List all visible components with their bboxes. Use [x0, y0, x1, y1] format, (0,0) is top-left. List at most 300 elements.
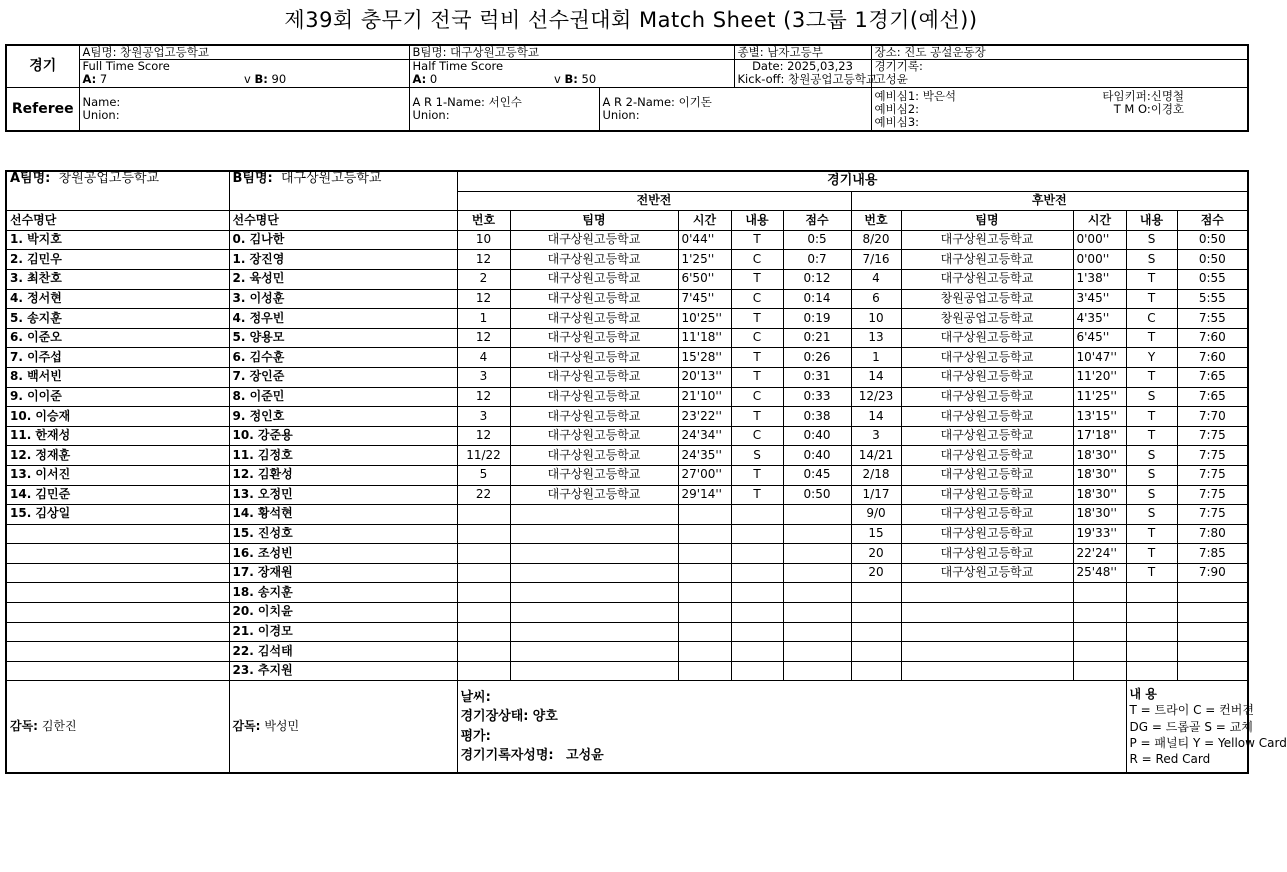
first-half-event-score: 0:26	[783, 348, 851, 368]
recorder: 고성윤	[871, 73, 1248, 87]
second-half-event-time	[1073, 603, 1126, 623]
second-half-event-time: 11'20''	[1073, 367, 1126, 387]
second-half-event-time: 4'35''	[1073, 309, 1126, 329]
table-row	[6, 563, 1248, 583]
second-half-event-score: 7:75	[1177, 485, 1248, 505]
first-half-event-type	[731, 622, 783, 642]
reserve2: 예비심2:	[874, 101, 920, 116]
second-half-event-score: 7:85	[1177, 544, 1248, 564]
second-half-event-type	[1126, 642, 1177, 662]
first-half-event-team	[510, 583, 678, 603]
second-half-event-type: T	[1126, 289, 1177, 309]
recorder-signature	[461, 746, 1123, 766]
roster-a-player	[6, 544, 229, 564]
a-label: A:	[82, 72, 97, 87]
second-half-event-score: 7:75	[1177, 465, 1248, 485]
second-half-event-time	[1073, 661, 1126, 681]
second-half-event-team	[901, 642, 1073, 662]
venue: 장소: 진도 공설운동장	[871, 45, 1248, 60]
first-half-event-no: 22	[457, 485, 510, 505]
content-label: 경기내용	[457, 171, 1248, 191]
first-half-event-score: 0:7	[783, 250, 851, 270]
roster-b-player: 15. 진성호	[229, 524, 457, 544]
first-half-event-time	[678, 661, 731, 681]
second-half-event-team: 대구상원고등학교	[901, 465, 1073, 485]
first-half-event-score: 0:21	[783, 328, 851, 348]
second-half-event-time: 17'18''	[1073, 426, 1126, 446]
first-half-event-no: 12	[457, 328, 510, 348]
first-half-event-team: 대구상원고등학교	[510, 328, 678, 348]
second-half-event-type: T	[1126, 367, 1177, 387]
legend-line: DG = 드롭골 S = 교체	[1129, 719, 1253, 734]
second-half-event-type	[1126, 661, 1177, 681]
first-half-event-type	[731, 583, 783, 603]
second-half-event-no: 14/21	[851, 446, 901, 466]
second-half-event-type: S	[1126, 250, 1177, 270]
first-half-event-time	[678, 622, 731, 642]
ar1-info	[409, 87, 599, 131]
roster-b-player: 0. 김나한	[229, 230, 457, 250]
second-half-event-time: 11'25''	[1073, 387, 1126, 407]
first-half-event-time: 10'25''	[678, 309, 731, 329]
second-half-event-score	[1177, 642, 1248, 662]
second-half-label: 후반전	[851, 191, 1248, 211]
first-half-event-time	[678, 642, 731, 662]
second-half-event-type: T	[1126, 328, 1177, 348]
second-half-event-score: 7:80	[1177, 524, 1248, 544]
table-row	[6, 524, 1248, 544]
col-team: 팀명	[901, 211, 1073, 231]
first-half-event-time	[678, 544, 731, 564]
recorder-value: 고성윤	[566, 748, 604, 764]
first-half-event-type: C	[731, 426, 783, 446]
roster-a-player: 1. 박지호	[6, 230, 229, 250]
first-half-event-type: C	[731, 387, 783, 407]
table-row	[6, 446, 1248, 466]
first-half-event-type	[731, 563, 783, 583]
legend-line: P = 패널티 Y = Yellow Card	[1129, 735, 1287, 750]
roster-a-player: 8. 백서빈	[6, 367, 229, 387]
second-half-event-no: 14	[851, 407, 901, 427]
second-half-event-no	[851, 622, 901, 642]
first-half-event-no	[457, 583, 510, 603]
second-half-event-score: 7:65	[1177, 387, 1248, 407]
b-label: B:	[254, 72, 268, 87]
team-b-name-cell	[229, 171, 457, 211]
second-half-event-time: 0'00''	[1073, 250, 1126, 270]
second-half-event-score: 7:60	[1177, 348, 1248, 368]
table-row	[6, 269, 1248, 289]
roster-b-player: 13. 오정민	[229, 485, 457, 505]
second-half-event-team: 대구상원고등학교	[901, 387, 1073, 407]
table-row	[6, 328, 1248, 348]
first-half-event-type: T	[731, 348, 783, 368]
second-half-event-time: 6'45''	[1073, 328, 1126, 348]
first-half-event-team	[510, 603, 678, 623]
table-row	[6, 642, 1248, 662]
second-half-event-score: 7:75	[1177, 446, 1248, 466]
roster-a-player: 7. 이주섭	[6, 348, 229, 368]
tmo: T M O:이경호	[1113, 101, 1185, 116]
referee-info	[79, 87, 409, 131]
table-row	[6, 289, 1248, 309]
roster-a-player	[6, 642, 229, 662]
first-half-event-time: 7'45''	[678, 289, 731, 309]
second-half-event-no	[851, 642, 901, 662]
second-half-event-score: 0:50	[1177, 230, 1248, 250]
roster-a-player: 10. 이승재	[6, 407, 229, 427]
team-b-header: B팀명: 대구상원고등학교	[409, 45, 734, 60]
first-half-event-no: 11/22	[457, 446, 510, 466]
first-half-event-no	[457, 622, 510, 642]
roster-b-player: 23. 추지원	[229, 661, 457, 681]
roster-a-player: 3. 최찬호	[6, 269, 229, 289]
first-half-event-team	[510, 563, 678, 583]
roster-b-player: 8. 이준민	[229, 387, 457, 407]
first-half-event-team	[510, 661, 678, 681]
first-half-event-time	[678, 603, 731, 623]
weather: 날씨:	[460, 689, 491, 705]
table-row	[6, 250, 1248, 270]
second-half-event-no	[851, 661, 901, 681]
second-half-event-type: C	[1126, 309, 1177, 329]
ar2-union: Union:	[602, 107, 640, 122]
table-row	[6, 583, 1248, 603]
table-row	[6, 387, 1248, 407]
second-half-event-time: 13'15''	[1073, 407, 1126, 427]
reserve3: 예비심3:	[874, 115, 920, 130]
first-half-label: 전반전	[457, 191, 851, 211]
coach-b-name: 박성민	[264, 718, 300, 733]
roster-a-player	[6, 622, 229, 642]
second-half-event-team: 대구상원고등학교	[901, 348, 1073, 368]
first-half-event-team: 대구상원고등학교	[510, 387, 678, 407]
roster-b-player: 5. 양용모	[229, 328, 457, 348]
second-half-event-team: 대구상원고등학교	[901, 328, 1073, 348]
col-time: 시간	[678, 211, 731, 231]
first-half-event-no: 12	[457, 426, 510, 446]
full-time-label: Full Time Score	[79, 60, 409, 74]
first-half-event-no: 12	[457, 289, 510, 309]
first-half-event-no: 4	[457, 348, 510, 368]
first-half-event-team: 대구상원고등학교	[510, 367, 678, 387]
first-half-event-type: T	[731, 230, 783, 250]
second-half-event-type: S	[1126, 446, 1177, 466]
first-half-event-team	[510, 622, 678, 642]
second-half-event-type: Y	[1126, 348, 1177, 368]
table-row	[6, 622, 1248, 642]
first-half-event-no	[457, 563, 510, 583]
second-half-event-score: 7:70	[1177, 407, 1248, 427]
first-half-event-score	[783, 563, 851, 583]
page-title: 제39회 충무기 전국 럭비 선수권대회 Match Sheet (3그룹 1경기(예선))	[284, 8, 978, 32]
second-half-event-no: 3	[851, 426, 901, 446]
second-half-event-team: 대구상원고등학교	[901, 250, 1073, 270]
roster-a-player	[6, 603, 229, 623]
ar1-union: Union:	[412, 107, 450, 122]
first-half-event-type	[731, 505, 783, 525]
second-half-event-team: 대구상원고등학교	[901, 426, 1073, 446]
second-half-event-team: 대구상원고등학교	[901, 407, 1073, 427]
roster-b-player: 6. 김수훈	[229, 348, 457, 368]
table-row	[6, 367, 1248, 387]
second-half-event-score	[1177, 661, 1248, 681]
table-row	[6, 407, 1248, 427]
second-half-event-time: 18'30''	[1073, 505, 1126, 525]
second-half-event-type	[1126, 622, 1177, 642]
second-half-event-time	[1073, 622, 1126, 642]
first-half-event-time: 11'18''	[678, 328, 731, 348]
second-half-event-score: 0:55	[1177, 269, 1248, 289]
team-a-name-cell	[6, 171, 229, 211]
second-half-event-no: 8/20	[851, 230, 901, 250]
second-half-event-type: S	[1126, 230, 1177, 250]
first-half-event-time	[678, 583, 731, 603]
first-half-event-no: 12	[457, 387, 510, 407]
a-label: A:	[412, 72, 427, 87]
legend	[1126, 681, 1287, 773]
team-a-header: A팀명: 창원공업고등학교	[79, 45, 409, 60]
table-row	[6, 465, 1248, 485]
first-half-event-score	[783, 524, 851, 544]
second-half-event-score: 5:55	[1177, 289, 1248, 309]
coach-a-name: 김한진	[41, 718, 77, 733]
legend-title: 내 용	[1129, 687, 1157, 702]
first-half-event-team: 대구상원고등학교	[510, 230, 678, 250]
second-half-event-type: T	[1126, 563, 1177, 583]
ref-union: Union:	[82, 107, 120, 122]
second-half-event-type: T	[1126, 269, 1177, 289]
match-date: Date: 2025,03,23	[734, 60, 871, 74]
b-label: B:	[564, 72, 578, 87]
first-half-event-team: 대구상원고등학교	[510, 426, 678, 446]
roster-a-header: 선수명단	[6, 211, 229, 231]
evaluation: 평가:	[460, 728, 491, 744]
second-half-event-time: 22'24''	[1073, 544, 1126, 564]
second-half-event-team	[901, 661, 1073, 681]
first-half-event-time: 24'34''	[678, 426, 731, 446]
second-half-event-no: 1	[851, 348, 901, 368]
table-row	[6, 485, 1248, 505]
first-half-event-type: T	[731, 465, 783, 485]
second-half-event-time: 19'33''	[1073, 524, 1126, 544]
first-half-event-no: 3	[457, 367, 510, 387]
first-half-event-type: T	[731, 269, 783, 289]
first-half-event-time: 21'10''	[678, 387, 731, 407]
first-half-event-score: 0:50	[783, 485, 851, 505]
match-sheet-table	[5, 170, 1287, 774]
col-score: 점수	[1177, 211, 1248, 231]
record-label: 경기기록:	[871, 60, 1248, 74]
roster-b-player: 17. 장재원	[229, 563, 457, 583]
second-half-event-type: T	[1126, 426, 1177, 446]
first-half-event-time	[678, 563, 731, 583]
roster-b-player: 14. 황석현	[229, 505, 457, 525]
first-half-event-team	[510, 642, 678, 662]
first-half-event-team	[510, 544, 678, 564]
second-half-event-type: S	[1126, 387, 1177, 407]
roster-b-player: 10. 강준용	[229, 426, 457, 446]
second-half-event-time: 18'30''	[1073, 465, 1126, 485]
second-half-event-no: 20	[851, 563, 901, 583]
roster-b-player: 18. 송지훈	[229, 583, 457, 603]
second-half-event-time: 0'00''	[1073, 230, 1126, 250]
second-half-event-score: 7:60	[1177, 328, 1248, 348]
first-half-event-team	[510, 524, 678, 544]
second-half-event-score: 7:55	[1177, 309, 1248, 329]
roster-a-player: 14. 김민준	[6, 485, 229, 505]
second-half-event-type: T	[1126, 524, 1177, 544]
second-half-event-team: 대구상원고등학교	[901, 446, 1073, 466]
field-value: 양호	[532, 709, 558, 725]
game-label: 경기	[6, 45, 79, 87]
first-half-event-no	[457, 524, 510, 544]
first-half-event-team: 대구상원고등학교	[510, 407, 678, 427]
first-half-event-no	[457, 544, 510, 564]
a-half-score: 0	[429, 72, 438, 87]
second-half-event-team: 대구상원고등학교	[901, 367, 1073, 387]
col-time: 시간	[1073, 211, 1126, 231]
first-half-event-type: T	[731, 485, 783, 505]
roster-a-player	[6, 563, 229, 583]
first-half-event-no: 5	[457, 465, 510, 485]
col-team: 팀명	[510, 211, 678, 231]
first-half-event-no	[457, 505, 510, 525]
roster-a-player: 13. 이서진	[6, 465, 229, 485]
first-half-event-time: 6'50''	[678, 269, 731, 289]
reserve-officials	[871, 87, 1248, 131]
reserve1: 예비심1: 박은석	[874, 88, 957, 103]
table-row	[6, 544, 1248, 564]
second-half-event-time: 18'30''	[1073, 446, 1126, 466]
first-half-event-score	[783, 622, 851, 642]
second-half-event-team: 대구상원고등학교	[901, 269, 1073, 289]
roster-a-player	[6, 661, 229, 681]
first-half-event-no: 2	[457, 269, 510, 289]
second-half-event-score: 0:50	[1177, 250, 1248, 270]
match-header-table	[5, 44, 1249, 132]
half-time-score	[409, 73, 734, 87]
first-half-event-time	[678, 505, 731, 525]
first-half-event-score: 0:40	[783, 426, 851, 446]
second-half-event-time: 25'48''	[1073, 563, 1126, 583]
second-half-event-team: 대구상원고등학교	[901, 544, 1073, 564]
second-half-event-no: 14	[851, 367, 901, 387]
coach-a-label: 감독:	[10, 718, 38, 733]
first-half-event-time: 0'44''	[678, 230, 731, 250]
roster-a-player: 4. 정서현	[6, 289, 229, 309]
b-full-score: 90	[271, 72, 287, 87]
first-half-event-type	[731, 642, 783, 662]
roster-b-player: 9. 정인호	[229, 407, 457, 427]
roster-b-player: 21. 이경모	[229, 622, 457, 642]
first-half-event-no: 12	[457, 250, 510, 270]
second-half-event-time: 18'30''	[1073, 485, 1126, 505]
roster-a-player: 9. 이이준	[6, 387, 229, 407]
coach-b-label: 감독:	[232, 718, 261, 733]
second-half-event-score: 7:65	[1177, 367, 1248, 387]
roster-b-player: 4. 정우빈	[229, 309, 457, 329]
second-half-event-type	[1126, 603, 1177, 623]
second-half-event-time: 3'45''	[1073, 289, 1126, 309]
legend-line: R = Red Card	[1129, 751, 1211, 766]
first-half-event-time: 15'28''	[678, 348, 731, 368]
match-notes	[457, 681, 1126, 773]
first-half-event-time	[678, 524, 731, 544]
first-half-event-team: 대구상원고등학교	[510, 309, 678, 329]
col-type: 내용	[1126, 211, 1177, 231]
roster-b-player: 16. 조성빈	[229, 544, 457, 564]
roster-b-player: 7. 장인준	[229, 367, 457, 387]
second-half-event-no: 10	[851, 309, 901, 329]
category: 종별: 남자고등부	[734, 45, 871, 60]
first-half-event-score: 0:19	[783, 309, 851, 329]
first-half-event-time: 1'25''	[678, 250, 731, 270]
first-half-event-no: 10	[457, 230, 510, 250]
second-half-event-no: 15	[851, 524, 901, 544]
first-half-event-score: 0:31	[783, 367, 851, 387]
half-time-label: Half Time Score	[409, 60, 734, 74]
first-half-event-score: 0:45	[783, 465, 851, 485]
team-a-name: 창원공업고등학교	[58, 171, 160, 186]
roster-a-player	[6, 524, 229, 544]
second-half-event-no: 7/16	[851, 250, 901, 270]
ref-name: Name:	[82, 94, 121, 109]
team-a-label: A팀명:	[10, 171, 51, 186]
full-time-score	[79, 73, 409, 87]
first-half-event-team: 대구상원고등학교	[510, 289, 678, 309]
first-half-event-time: 29'14''	[678, 485, 731, 505]
second-half-event-type: T	[1126, 544, 1177, 564]
timekeeper: 타임키퍼:신명철	[1102, 88, 1185, 103]
kickoff: Kick-off: 창원공업고등학교	[734, 73, 871, 87]
second-half-event-score: 7:75	[1177, 426, 1248, 446]
legend-line: T = 트라이 C = 컨버젼	[1129, 703, 1254, 718]
second-half-event-score	[1177, 622, 1248, 642]
roster-b-player: 3. 이성훈	[229, 289, 457, 309]
second-half-event-time: 1'38''	[1073, 269, 1126, 289]
first-half-event-score	[783, 661, 851, 681]
first-half-event-time: 24'35''	[678, 446, 731, 466]
first-half-event-type	[731, 603, 783, 623]
second-half-event-type: S	[1126, 465, 1177, 485]
first-half-event-no: 1	[457, 309, 510, 329]
second-half-event-no: 9/0	[851, 505, 901, 525]
roster-b-player: 22. 김석태	[229, 642, 457, 662]
ar2-info	[599, 87, 871, 131]
second-half-event-team: 대구상원고등학교	[901, 524, 1073, 544]
roster-a-player	[6, 583, 229, 603]
second-half-event-team: 대구상원고등학교	[901, 485, 1073, 505]
first-half-event-team	[510, 505, 678, 525]
first-half-event-no	[457, 661, 510, 681]
first-half-event-type: S	[731, 446, 783, 466]
second-half-event-type	[1126, 583, 1177, 603]
b-half-score: 50	[581, 72, 597, 87]
field-label: 경기장상태:	[460, 709, 529, 725]
second-half-event-type: S	[1126, 505, 1177, 525]
second-half-event-team: 창원공업고등학교	[901, 309, 1073, 329]
col-no: 번호	[457, 211, 510, 231]
first-half-event-time: 23'22''	[678, 407, 731, 427]
second-half-event-no: 2/18	[851, 465, 901, 485]
field-condition	[461, 707, 1123, 727]
first-half-event-no	[457, 642, 510, 662]
first-half-event-score: 0:38	[783, 407, 851, 427]
col-score: 점수	[783, 211, 851, 231]
table-row	[6, 348, 1248, 368]
roster-a-player: 12. 정재훈	[6, 446, 229, 466]
